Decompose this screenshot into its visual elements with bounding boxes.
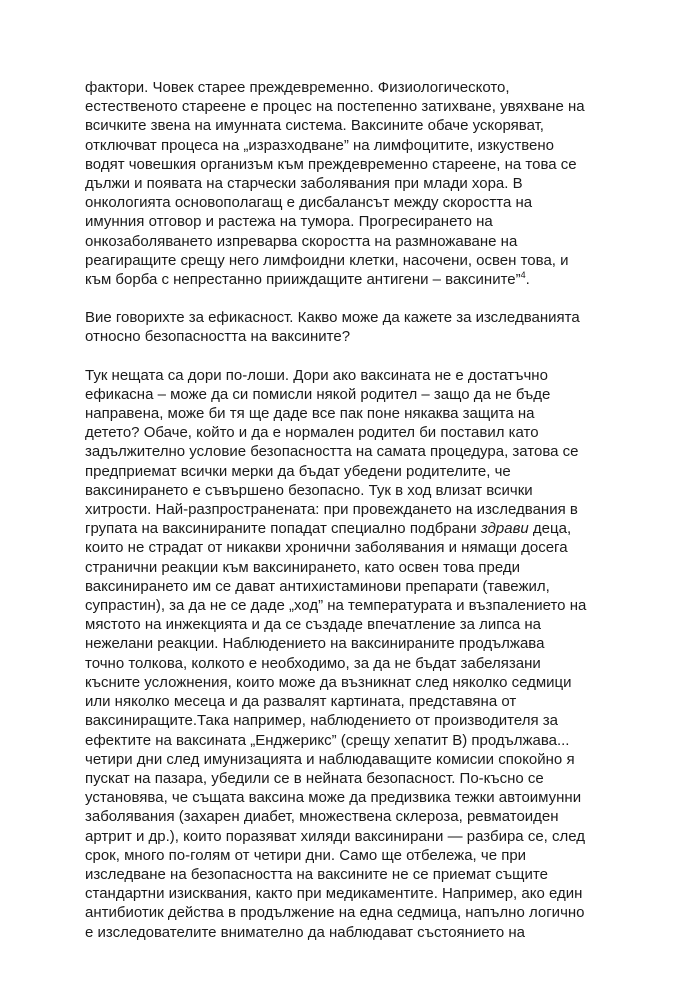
text-line: фактори. Човек старее преждевременно. Физиологическото,: [85, 79, 510, 96]
text-line: хитрости. Най-разпространената: при провеждането на изследвания в: [85, 501, 578, 519]
text-line: всичките звена на имунната система. Ваксините обаче ускоряват,: [85, 117, 544, 135]
italic-word: здрави: [480, 520, 529, 538]
text-line: водят човешкия организъм към преждевременно стареене, на това се: [85, 155, 577, 173]
text-line: дължи и появата на старчески заболявания при млади хора. В: [85, 175, 523, 193]
question-paragraph: [85, 308, 645, 346]
text-line: задължително условие безопасността на самата процедура, затова се: [85, 443, 579, 461]
text-line: късните усложнения, които може да възникнат след няколко седмици: [85, 673, 572, 691]
text-line: пускат на пазара, убедили се в нейната безопасност. По-късно се: [85, 769, 544, 787]
text-line: изследване на безопасността на ваксините не се приемат същите: [85, 865, 548, 883]
text-line: онкозаболяването изпреварва скоростта на размножаване на: [85, 232, 518, 250]
text-line: заболявания (захарен диабет, множествена склероза, ревматоиден: [85, 808, 559, 826]
text-line: антибиотик действа в продължение на една седмица, напълно логично: [85, 904, 585, 922]
text-segment: .: [525, 271, 530, 289]
text-line: [85, 519, 645, 538]
text-segment: групата на ваксинираните попадат специално подбрани: [85, 520, 481, 538]
footnote-reference: 4: [520, 270, 526, 281]
text-line: онкологията основополагащ е дисбалансът между скоростта на: [85, 194, 533, 212]
document-body: [85, 78, 645, 961]
text-line: четири дни след имунизацията и наблюдаващите комисии спокойно я: [85, 750, 575, 768]
text-line: ваксиниращите.Така например, наблюдението от производителя за: [85, 712, 558, 730]
text-line: детето? Обаче, който и да е нормален родител би поставил като: [85, 424, 539, 442]
text-line: ефектите на ваксината „Енджерикс” (срещу хепатит В) продължава...: [85, 731, 570, 749]
text-line: стандартни изисквания, както при медикаментите. Например, ако един: [85, 885, 583, 903]
text-line: ефикасна – може да си помисли някой родител – защо да не бъде: [85, 385, 551, 403]
text-line: ваксинирането е съвършено безопасно. Тук в ход влизат всички: [85, 481, 533, 499]
text-line: артрит и др.), които поразяват хиляди ваксинирани — разбира се, след: [85, 827, 586, 845]
text-line: имунния отговор и растежа на тумора. Прогресирането на: [85, 213, 493, 231]
text-line: установява, че същата ваксина може да предизвика тежки автоимунни: [85, 789, 582, 807]
text-line: нежелани реакции. Наблюдението на ваксинираните продължава: [85, 635, 545, 653]
paragraph-3: [85, 366, 645, 942]
text-line: предприемат всички мерки да бъдат убедени родителите, че: [85, 462, 511, 480]
text-line: реагиращите срещу него лимфоидни клетки, насочени, освен това, и: [85, 251, 569, 269]
text-line: ваксинирането им се дават антихистаминови препарати (тавежил,: [85, 577, 550, 595]
text-line: мястото на инжекцията и да се създаде впечатление за липса на: [85, 616, 542, 634]
text-line: е изследователите внимателно да наблюдават състоянието на: [85, 923, 526, 941]
text-line: срок, много по-голям от четири дни. Само ще отбележа, че при: [85, 846, 527, 864]
text-line: [85, 270, 645, 289]
text-line: относно безопасността на ваксините?: [85, 328, 351, 346]
text-segment: към борба с непрестанно прииждащите антигени – ваксините”: [85, 271, 521, 289]
text-line: Вие говорихте за ефикасност. Какво може да кажете за изследванията: [85, 309, 580, 327]
text-line: точно толкова, колкото е необходимо, за да не бъдат забелязани: [85, 654, 541, 672]
paragraph-1: [85, 78, 645, 289]
text-line: супрастин), за да не се даде „ход” на температурата и възпалението на: [85, 597, 587, 615]
text-line: отключват процеса на „изразходване” на лимфоцитите, изкуствено: [85, 136, 554, 154]
text-line: Тук нещата са дори по-лоши. Дори ако ваксината не е достатъчно: [85, 366, 548, 384]
text-line: направена, може би тя ще даде все пак поне някаква защита на: [85, 405, 535, 423]
text-line: които не страдат от никакви хронични заболявания и нямащи досега: [85, 539, 568, 557]
text-line: естественото стареене е процес на постепенно затихване, увяхване на: [85, 98, 585, 116]
text-line: странични реакции към ваксинирането, като освен това преди: [85, 558, 521, 576]
text-segment: деца,: [528, 520, 572, 538]
text-line: или няколко месеца и да развалят картината, представяна от: [85, 693, 517, 711]
